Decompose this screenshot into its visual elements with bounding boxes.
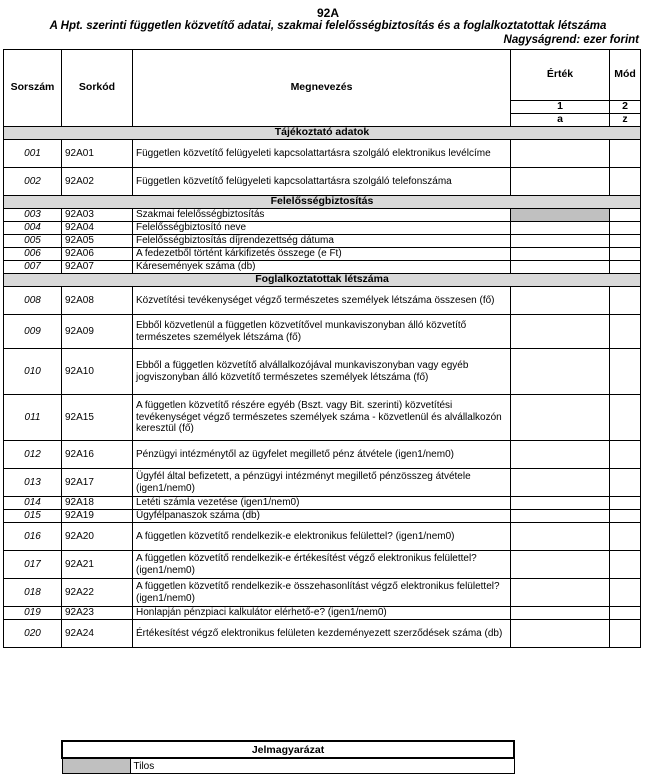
header-megnevezes: Megnevezés [133, 50, 511, 127]
table-row [4, 140, 641, 168]
value-cell[interactable] [511, 140, 610, 168]
mode-cell[interactable] [610, 620, 641, 648]
mode-cell[interactable] [610, 349, 641, 395]
row-code: 92A06 [62, 248, 133, 261]
table-row [4, 469, 641, 497]
row-description: Káresemények száma (db) [133, 261, 511, 274]
value-cell[interactable] [511, 315, 610, 349]
legend-swatch-forbidden [62, 758, 130, 774]
mode-cell[interactable] [610, 261, 641, 274]
mode-cell[interactable] [610, 469, 641, 497]
value-cell[interactable] [511, 607, 610, 620]
section-felelossegbiztositas: Felelősségbiztosítás [4, 196, 641, 209]
mode-cell[interactable] [610, 551, 641, 579]
header-ertek: Érték [511, 50, 610, 101]
row-number: 009 [4, 315, 62, 349]
row-description: Letéti számla vezetése (igen1/nem0) [133, 497, 511, 510]
row-number: 004 [4, 222, 62, 235]
row-code: 92A17 [62, 469, 133, 497]
row-description: Független közvetítő felügyeleti kapcsolattartásra szolgáló elektronikus levélcíme [133, 140, 511, 168]
row-description: A független közvetítő rendelkezik-e elektronikus felülettel? (igen1/nem0) [133, 523, 511, 551]
mode-cell[interactable] [610, 395, 641, 441]
legend-table [61, 740, 515, 774]
value-cell[interactable] [511, 441, 610, 469]
mode-cell[interactable] [610, 497, 641, 510]
row-code: 92A19 [62, 510, 133, 523]
table-row [4, 168, 641, 196]
mode-cell[interactable] [610, 523, 641, 551]
row-number: 006 [4, 248, 62, 261]
mode-cell[interactable] [610, 209, 641, 222]
value-cell[interactable] [511, 523, 610, 551]
value-cell[interactable] [511, 222, 610, 235]
forbidden-value-cell [511, 209, 610, 222]
value-cell[interactable] [511, 579, 610, 607]
row-code: 92A04 [62, 222, 133, 235]
table-row [4, 551, 641, 579]
row-number: 001 [4, 140, 62, 168]
value-cell[interactable] [511, 497, 610, 510]
row-code: 92A07 [62, 261, 133, 274]
row-code: 92A01 [62, 140, 133, 168]
table-row [4, 235, 641, 248]
row-description: Felelősségbiztosító neve [133, 222, 511, 235]
value-cell[interactable] [511, 287, 610, 315]
row-description: Felelősségbiztosítás díjrendezettség dátuma [133, 235, 511, 248]
row-code: 92A10 [62, 349, 133, 395]
row-number: 016 [4, 523, 62, 551]
data-table [3, 49, 641, 648]
row-description: A független közvetítő részére egyéb (Bszt. vagy Bit. szerinti) közvetítési tevékenységet végző természetes személyek száma - közvetlenül és alvállalkozón keresztül (fő) [133, 395, 511, 441]
mode-cell[interactable] [610, 441, 641, 469]
header-mod-letter: z [610, 114, 641, 127]
value-cell[interactable] [511, 551, 610, 579]
value-cell[interactable] [511, 261, 610, 274]
table-row [4, 395, 641, 441]
row-code: 92A09 [62, 315, 133, 349]
row-number: 008 [4, 287, 62, 315]
row-number: 019 [4, 607, 62, 620]
row-description: A fedezetből történt kárkifizetés összege (e Ft) [133, 248, 511, 261]
value-cell[interactable] [511, 235, 610, 248]
row-number: 007 [4, 261, 62, 274]
row-description: A független közvetítő rendelkezik-e összehasonlítást végző elektronikus felülettel? (igen1/nem0) [133, 579, 511, 607]
table-row [4, 607, 641, 620]
row-description: Ügyfélpanaszok száma (db) [133, 510, 511, 523]
row-description: Független közvetítő felügyeleti kapcsolattartásra szolgáló telefonszáma [133, 168, 511, 196]
row-description: Ebből közvetlenül a független közvetítővel munkaviszonyban álló közvetítő természetes személyek létszáma (fő) [133, 315, 511, 349]
table-row [4, 349, 641, 395]
header-ertek-letter: a [511, 114, 610, 127]
table-row [4, 510, 641, 523]
header-mod: Mód [610, 50, 641, 101]
row-code: 92A22 [62, 579, 133, 607]
section-foglalkoztatottak: Foglalkoztatottak létszáma [4, 274, 641, 287]
mode-cell[interactable] [610, 222, 641, 235]
row-description: Ügyfél által befizetett, a pénzügyi intézményt megillető pénzösszeg átvétele (igen1/nem0) [133, 469, 511, 497]
row-code: 92A05 [62, 235, 133, 248]
row-code: 92A24 [62, 620, 133, 648]
row-description: Ebből a független közvetítő alvállalkozójával munkaviszonyban vagy egyéb jogviszonyban álló közvetítő természetes személyek létszáma (fő) [133, 349, 511, 395]
header-ertek-num: 1 [511, 101, 610, 114]
table-row [4, 523, 641, 551]
header-sorszam: Sorszám [4, 50, 62, 127]
value-cell[interactable] [511, 395, 610, 441]
row-code: 92A16 [62, 441, 133, 469]
row-description: A független közvetítő rendelkezik-e értékesítést végző elektronikus felülettel? (igen1/nem0) [133, 551, 511, 579]
value-cell[interactable] [511, 248, 610, 261]
row-number: 017 [4, 551, 62, 579]
row-code: 92A21 [62, 551, 133, 579]
row-code: 92A20 [62, 523, 133, 551]
form-title: A Hpt. szerinti független közvetítő adatai, szakmai felelősségbiztosítás és a foglalkoztatottak létszáma [49, 20, 607, 32]
table-row [4, 222, 641, 235]
table-row [4, 209, 641, 222]
header-mod-num: 2 [610, 101, 641, 114]
value-cell[interactable] [511, 510, 610, 523]
mode-cell[interactable] [610, 579, 641, 607]
value-cell[interactable] [511, 469, 610, 497]
row-code: 92A08 [62, 287, 133, 315]
value-cell[interactable] [511, 620, 610, 648]
row-number: 005 [4, 235, 62, 248]
mode-cell[interactable] [610, 140, 641, 168]
mode-cell[interactable] [610, 607, 641, 620]
row-description: Szakmai felelősségbiztosítás [133, 209, 511, 222]
mode-cell[interactable] [610, 168, 641, 196]
value-cell[interactable] [511, 168, 610, 196]
row-number: 010 [4, 349, 62, 395]
table-row [4, 441, 641, 469]
form-number: 92A [316, 6, 339, 20]
row-description: Pénzügyi intézménytől az ügyfelet megillető pénz átvétele (igen1/nem0) [133, 441, 511, 469]
mode-cell[interactable] [610, 315, 641, 349]
section-tajekoztato: Tájékoztató adatok [4, 127, 641, 140]
legend-title: Jelmagyarázat [62, 741, 514, 758]
table-row [4, 497, 641, 510]
row-number: 014 [4, 497, 62, 510]
table-row [4, 248, 641, 261]
table-row [4, 287, 641, 315]
mode-cell[interactable] [610, 248, 641, 261]
table-row [4, 620, 641, 648]
legend-label-forbidden: Tilos [130, 758, 514, 774]
row-code: 92A03 [62, 209, 133, 222]
table-row [4, 315, 641, 349]
mode-cell[interactable] [610, 287, 641, 315]
row-number: 018 [4, 579, 62, 607]
table-row [4, 261, 641, 274]
row-code: 92A15 [62, 395, 133, 441]
row-number: 003 [4, 209, 62, 222]
row-number: 013 [4, 469, 62, 497]
value-cell[interactable] [511, 349, 610, 395]
row-number: 011 [4, 395, 62, 441]
table-row [4, 579, 641, 607]
row-description: Honlapján pénzpiaci kalkulátor elérhető-e? (igen1/nem0) [133, 607, 511, 620]
row-number: 002 [4, 168, 62, 196]
row-code: 92A23 [62, 607, 133, 620]
row-description: Értékesítést végző elektronikus felületen kezdeményezett szerződések száma (db) [133, 620, 511, 648]
header-sorkod: Sorkód [62, 50, 133, 127]
unit-label: Nagyságrend: ezer forint [503, 34, 639, 46]
row-number: 015 [4, 510, 62, 523]
row-description: Közvetítési tevékenységet végző természetes személyek létszáma összesen (fő) [133, 287, 511, 315]
row-code: 92A18 [62, 497, 133, 510]
row-number: 012 [4, 441, 62, 469]
mode-cell[interactable] [610, 510, 641, 523]
row-number: 020 [4, 620, 62, 648]
row-code: 92A02 [62, 168, 133, 196]
mode-cell[interactable] [610, 235, 641, 248]
